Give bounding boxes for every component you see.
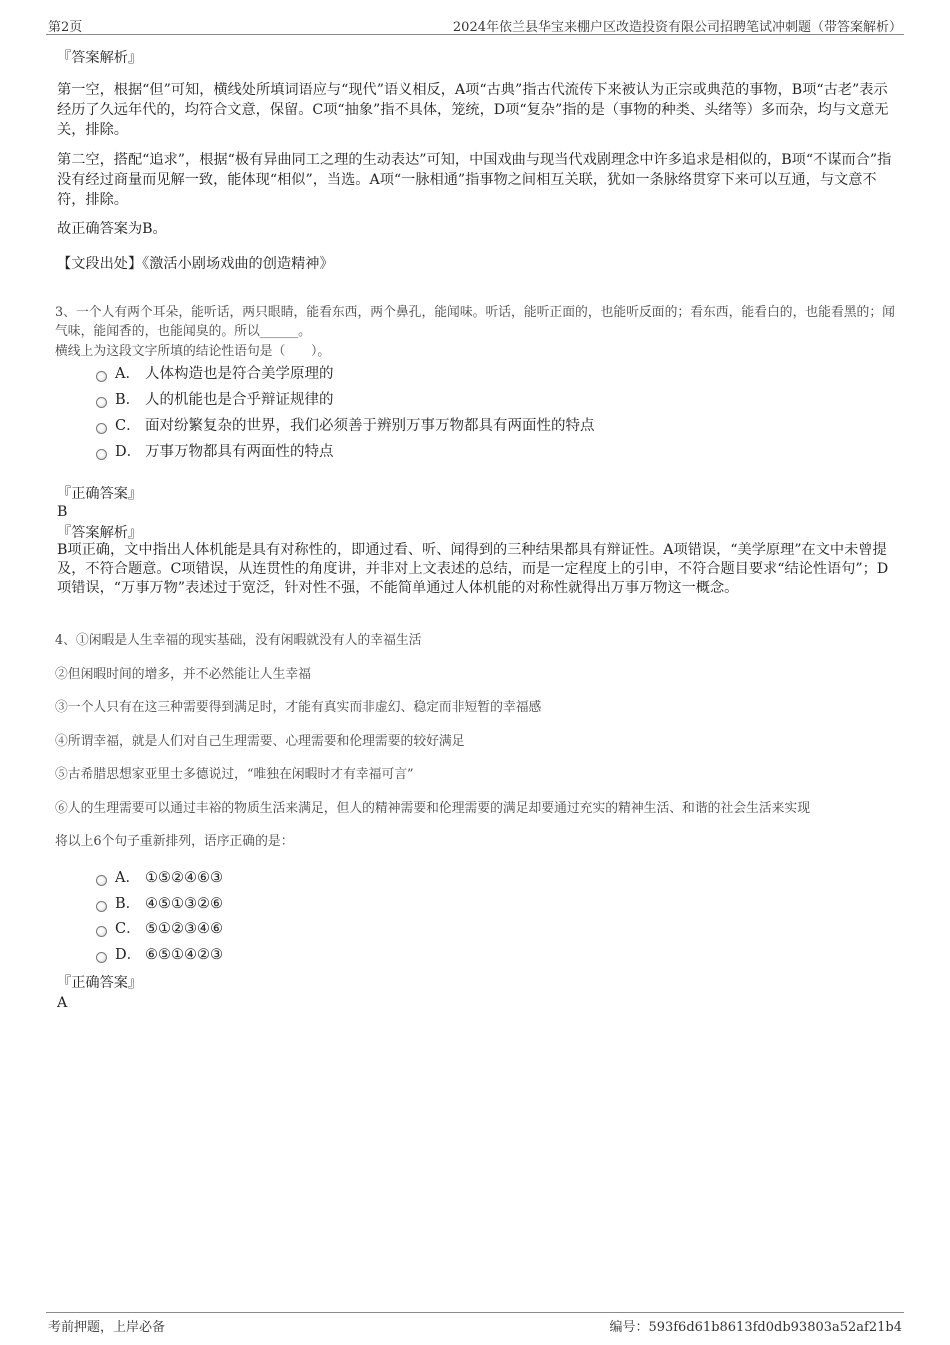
q3-option-d[interactable]: D． 万事万物都具有两面性的特点	[96, 441, 334, 463]
q4-sentence-3: ③一个人只有在这三种需要得到满足时，才能有真实而非虚幻、稳定而非短暂的幸福感	[55, 700, 542, 715]
q4-option-a[interactable]: A． ①⑤②④⑥③	[96, 867, 223, 889]
q2-analysis-label: 『答案解析』	[57, 50, 143, 66]
radio-icon[interactable]	[96, 397, 107, 408]
q3-option-a[interactable]: A． 人体构造也是符合美学原理的	[96, 363, 334, 385]
q2-analysis-p1: 第一空，根据“但”可知，横线处所填词语应与“现代”语义相反，A项“古典”指古代流传下来被认为正宗或典范的事物，B项“古老”表示经历了久远年代的，均符合文意，保留。C项“抽象”指不具体，笼统，D项“复杂”指的是（事物的种类、头绪等）多而杂，均与文意无关，排除。	[57, 82, 889, 138]
q3-option-c[interactable]: C． 面对纷繁复杂的世界，我们必须善于辨别万事万物都具有两面性的特点	[96, 415, 595, 437]
q3-answer: B	[57, 504, 68, 520]
radio-icon[interactable]	[96, 449, 107, 460]
radio-icon[interactable]	[96, 423, 107, 434]
radio-icon[interactable]	[96, 875, 107, 886]
q4-sentence-1: 4、①闲暇是人生幸福的现实基础，没有闲暇就没有人的幸福生活	[55, 633, 422, 648]
q4-sentence-2: ②但闲暇时间的增多，并不必然能让人生幸福	[55, 667, 311, 682]
q3-option-b[interactable]: B． 人的机能也是合乎辩证规律的	[96, 389, 334, 411]
document-title: 2024年依兰县华宝来棚户区改造投资有限公司招聘笔试冲刺题（带答案解析）	[452, 20, 902, 35]
q2-analysis-p2: 第二空，搭配“追求”，根据“极有异曲同工之理的生动表达”可知，中国戏曲与现当代戏剧理念中许多追求是相似的，B项“不谋而合”指没有经过商量而见解一致，能体现“相似”，当选。A项“一脉相通”指事物之间相互关联，犹如一条脉络贯穿下来可以互通，与文意不符，排除。	[57, 152, 892, 208]
q4-answer: A	[57, 995, 68, 1011]
q4-sentence-6: ⑥人的生理需要可以通过丰裕的物质生活来满足，但人的精神需要和伦理需要的满足却要通过充实的精神生活、和谐的社会生活来实现	[55, 801, 811, 816]
q2-source: 【文段出处】《激活小剧场戏曲的创造精神》	[57, 256, 334, 272]
footer-slogan: 考前押题，上岸必备	[48, 1320, 166, 1335]
q4-answer-label: 『正确答案』	[57, 975, 143, 991]
document-code: 编号：593f6d61b8613fd0db93803a52af21b4	[609, 1320, 902, 1335]
q3-analysis: B项正确，文中指出人体机能是具有对称性的，即通过看、听、闻得到的三种结果都具有辩证性。A项错误，“美学原理”在文中未曾提及，不符合题意。C项错误，从连贯性的角度讲，并非对上文表述的总结，而是一定程度上的引申，不符合题目要求“结论性语句”；D项错误，“万事万物”表述过于宽泛，针对性不强，不能简单通过人体机能的对称性就得出万事万物这一概念。	[57, 542, 889, 596]
q3-prompt: 横线上为这段文字所填的结论性语句是（ ）。	[55, 344, 331, 359]
q3-answer-label: 『正确答案』	[57, 486, 143, 502]
q4-option-b[interactable]: B． ④⑤①③②⑥	[96, 893, 223, 915]
q3-analysis-label: 『答案解析』	[57, 525, 143, 541]
q4-prompt: 将以上6个句子重新排列，语序正确的是：	[55, 834, 294, 849]
q3-stem: 3、一个人有两个耳朵，能听话，两只眼睛，能看东西，两个鼻孔，能闻味。听话，能听正面的，也能听反面的；看东西，能看白的，也能看黑的；闻气味，能闻香的，也能闻臭的。所以______。	[55, 305, 895, 339]
page-number: 第2页	[48, 20, 83, 35]
page-header	[46, 14, 904, 35]
q2-conclusion: 故正确答案为B。	[57, 221, 167, 237]
q4-option-c[interactable]: C． ⑤①②③④⑥	[96, 918, 223, 940]
page-footer	[46, 1312, 904, 1337]
radio-icon[interactable]	[96, 901, 107, 912]
q4-option-d[interactable]: D． ⑥⑤①④②③	[96, 944, 223, 966]
radio-icon[interactable]	[96, 926, 107, 937]
q4-sentence-4: ④所谓幸福，就是人们对自己生理需要、心理需要和伦理需要的较好满足	[55, 734, 465, 749]
radio-icon[interactable]	[96, 952, 107, 963]
q4-sentence-5: ⑤古希腊思想家亚里士多德说过，“唯独在闲暇时才有幸福可言”	[55, 767, 414, 782]
radio-icon[interactable]	[96, 371, 107, 382]
